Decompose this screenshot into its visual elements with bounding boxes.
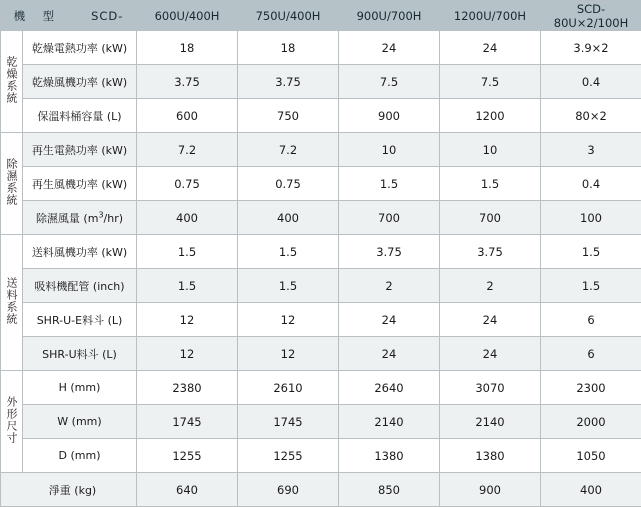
table-row <box>1 133 641 167</box>
table-row <box>1 167 641 201</box>
cell-value: 7.5 <box>440 65 541 99</box>
cell-value: 1.5 <box>541 269 641 303</box>
cell-value: 640 <box>137 473 238 507</box>
cell-value: 1.5 <box>137 269 238 303</box>
cell-value: 3.75 <box>137 65 238 99</box>
cell-value: 0.4 <box>541 65 641 99</box>
cell-value: 2380 <box>137 371 238 405</box>
row-item-label: SHR-U料斗 (L) <box>23 337 137 371</box>
cell-value: 700 <box>440 201 541 235</box>
row-item-label: 乾燥風機功率 (kW) <box>23 65 137 99</box>
header-model-prefix: SCD- <box>91 9 123 23</box>
cell-value: 10 <box>339 133 440 167</box>
cell-value: 2610 <box>238 371 339 405</box>
cell-value: 1.5 <box>440 167 541 201</box>
cell-value: 3.75 <box>440 235 541 269</box>
table-row <box>1 473 641 507</box>
cell-value: 1255 <box>238 439 339 473</box>
cell-value: 24 <box>440 303 541 337</box>
cell-value: 700 <box>339 201 440 235</box>
cell-value: 6 <box>541 337 641 371</box>
cell-value: 24 <box>339 31 440 65</box>
cell-value: 12 <box>238 337 339 371</box>
group-label-conveying <box>1 235 23 371</box>
cell-value: 400 <box>137 201 238 235</box>
group-label-dehumidify <box>1 133 23 235</box>
cell-value: 1745 <box>238 405 339 439</box>
cell-value: 2 <box>339 269 440 303</box>
row-item-label: 再生電熱功率 (kW) <box>23 133 137 167</box>
table-row <box>1 371 641 405</box>
group-label-text: 送料系統 <box>6 277 17 325</box>
cell-value: 1200 <box>440 99 541 133</box>
cell-value: 600 <box>137 99 238 133</box>
row-item-label: H (mm) <box>23 371 137 405</box>
group-label-drying <box>1 31 23 133</box>
cell-value: 12 <box>137 337 238 371</box>
cell-value: 1255 <box>137 439 238 473</box>
cell-value: 3 <box>541 133 641 167</box>
cell-value: 24 <box>339 337 440 371</box>
row-item-label-sup: 3 <box>98 210 103 219</box>
cell-value: 1745 <box>137 405 238 439</box>
table-row <box>1 405 641 439</box>
cell-value: 1.5 <box>238 269 339 303</box>
cell-value: 850 <box>339 473 440 507</box>
group-label-dimensions <box>1 371 23 473</box>
cell-value: 2640 <box>339 371 440 405</box>
cell-value: 12 <box>238 303 339 337</box>
cell-value: 1380 <box>339 439 440 473</box>
cell-value: 690 <box>238 473 339 507</box>
row-item-label: 吸料機配管 (inch) <box>23 269 137 303</box>
cell-value: 1.5 <box>541 235 641 269</box>
cell-value: 24 <box>339 303 440 337</box>
cell-value: 2 <box>440 269 541 303</box>
row-item-label: SHR-U-E料斗 (L) <box>23 303 137 337</box>
header-col-2: 750U/400H <box>238 1 339 31</box>
cell-value: 2140 <box>339 405 440 439</box>
row-item-label: 淨重 (kg) <box>1 473 137 507</box>
cell-value: 1.5 <box>339 167 440 201</box>
cell-value: 7.5 <box>339 65 440 99</box>
header-col-5: SCD-80U×2/100H <box>541 1 641 31</box>
cell-value: 18 <box>137 31 238 65</box>
table-row <box>1 235 641 269</box>
cell-value: 2000 <box>541 405 641 439</box>
row-item-label: W (mm) <box>23 405 137 439</box>
cell-value: 400 <box>541 473 641 507</box>
header-col-1: 600U/400H <box>137 1 238 31</box>
cell-value: 24 <box>440 31 541 65</box>
row-item-label: 送料風機功率 (kW) <box>23 235 137 269</box>
cell-value: 1050 <box>541 439 641 473</box>
cell-value: 2300 <box>541 371 641 405</box>
table-row <box>1 99 641 133</box>
table-row <box>1 303 641 337</box>
cell-value: 7.2 <box>137 133 238 167</box>
cell-value: 3.75 <box>238 65 339 99</box>
header-corner-cell <box>1 1 137 31</box>
cell-value: 10 <box>440 133 541 167</box>
table-row <box>1 337 641 371</box>
row-item-label: 乾燥電熱功率 (kW) <box>23 31 137 65</box>
row-item-label: 再生風機功率 (kW) <box>23 167 137 201</box>
cell-value: 6 <box>541 303 641 337</box>
group-label-text: 除濕系統 <box>6 158 17 206</box>
cell-value: 100 <box>541 201 641 235</box>
cell-value: 24 <box>440 337 541 371</box>
row-item-label: D (mm) <box>23 439 137 473</box>
table-row <box>1 65 641 99</box>
cell-value: 12 <box>137 303 238 337</box>
header-model-label: 機 型 <box>14 8 58 24</box>
cell-value: 0.4 <box>541 167 641 201</box>
cell-value: 2140 <box>440 405 541 439</box>
cell-value: 0.75 <box>238 167 339 201</box>
row-item-label-pre: 除濕風量 (m <box>36 212 99 225</box>
cell-value: 3070 <box>440 371 541 405</box>
table-row <box>1 31 641 65</box>
cell-value: 1.5 <box>137 235 238 269</box>
cell-value: 80×2 <box>541 99 641 133</box>
group-label-text: 乾燥系統 <box>6 56 17 104</box>
table-header-row <box>1 1 641 31</box>
cell-value: 0.75 <box>137 167 238 201</box>
row-item-label: 保溫料桶容量 (L) <box>23 99 137 133</box>
table-row <box>1 439 641 473</box>
header-col-4: 1200U/700H <box>440 1 541 31</box>
cell-value: 7.2 <box>238 133 339 167</box>
header-col-3: 900U/700H <box>339 1 440 31</box>
cell-value: 400 <box>238 201 339 235</box>
cell-value: 900 <box>440 473 541 507</box>
cell-value: 900 <box>339 99 440 133</box>
cell-value: 750 <box>238 99 339 133</box>
cell-value: 1380 <box>440 439 541 473</box>
cell-value: 18 <box>238 31 339 65</box>
row-item-label-post: /hr) <box>104 212 124 225</box>
cell-value: 3.9×2 <box>541 31 641 65</box>
row-item-label <box>23 201 137 235</box>
group-label-text: 外形尺寸 <box>6 396 17 444</box>
cell-value: 3.75 <box>339 235 440 269</box>
table-row <box>1 201 641 235</box>
cell-value: 1.5 <box>238 235 339 269</box>
table-row <box>1 269 641 303</box>
